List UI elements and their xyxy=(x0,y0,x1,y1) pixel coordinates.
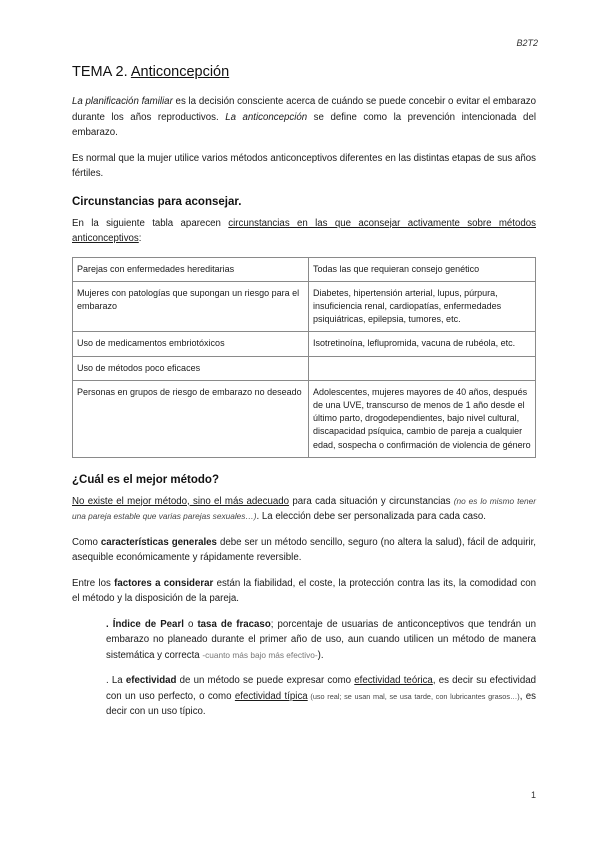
eff-theoretical: efectividad teórica xyxy=(354,675,433,687)
eff-text: . La xyxy=(106,675,126,687)
pearl-bold: . Índice de Pearl xyxy=(106,618,184,630)
lead-text: En la siguiente tabla aparecen xyxy=(72,217,229,229)
eff-text-3: , es decir su efectividad con un uso perfecto, o como xyxy=(106,675,536,702)
section-heading-circunstancias: Circunstancias para aconsejar. xyxy=(72,195,242,208)
table-row xyxy=(73,356,536,380)
table-cell-right xyxy=(309,356,536,380)
best-method-paragraph xyxy=(72,494,536,525)
pearl-text: o xyxy=(183,618,198,630)
circumstances-table xyxy=(72,257,536,458)
eff-text-2: de un método se puede expresar como xyxy=(176,675,355,687)
header-code: B2T2 xyxy=(516,38,538,48)
table-row xyxy=(73,281,536,332)
general-characteristics-paragraph xyxy=(72,535,536,566)
table-cell-left: Uso de métodos poco eficaces xyxy=(73,356,309,380)
table-cell-left: Mujeres con patologías que supongan un riesgo para el embarazo xyxy=(73,281,309,332)
gc-text: Como xyxy=(72,536,101,548)
pearl-note: -cuanto más bajo más efectivo- xyxy=(202,649,318,660)
eff-note: (uso real; se usan mal, se usa tarde, con lubricantes grasos…) xyxy=(307,691,520,701)
eff-bold: efectividad xyxy=(125,675,177,687)
pearl-index-item xyxy=(72,617,536,664)
page-content xyxy=(72,64,536,730)
best-method-aside: (no es lo mismo tener una pareja estable que varias parejas sexuales…) xyxy=(72,495,536,522)
term-planificacion: La planificación familiar xyxy=(72,96,173,107)
table-row xyxy=(73,380,536,457)
eff-text-4: , es decir con un uso típico. xyxy=(106,690,537,718)
table-cell-right: Isotretinoína, leflupromida, vacuna de rubéola, etc. xyxy=(309,332,536,356)
pearl-text-2: ; porcentaje de usuarias de anticonceptivos que tendrán un embarazo no planeado durante el primer año de uso, aun cuando utilicen un método de manera sistemática y correcta xyxy=(106,618,536,661)
page-number: 1 xyxy=(530,790,536,800)
table-row xyxy=(73,332,536,356)
gc-bold: características generales xyxy=(100,536,217,548)
table-cell-right: Todas las que requieran consejo genético xyxy=(309,257,536,281)
factors-text: Entre los xyxy=(72,577,115,589)
table-lead xyxy=(72,216,536,247)
failure-rate-bold: tasa de fracaso xyxy=(197,618,271,630)
table-cell-left: Parejas con enfermedades hereditarias xyxy=(73,257,309,281)
eff-typical: efectividad típica xyxy=(234,690,308,702)
title-prefix: TEMA 2. xyxy=(72,64,128,80)
best-method-text: para cada situación y circunstancias xyxy=(289,495,454,507)
effectiveness-item xyxy=(72,673,536,720)
factors-text-2: están la fiabilidad, el coste, la protección contra las its, la comodidad con el método y la disposición de la pareja. xyxy=(72,577,536,605)
intro-paragraph-1 xyxy=(72,94,536,141)
section-heading-mejor-metodo: ¿Cuál es el mejor método? xyxy=(72,473,219,486)
page-title xyxy=(72,64,536,80)
intro-text-1: es la decisión consciente acerca de cuándo se puede concebir o evitar el embarazo durante los años reproductivos. xyxy=(72,96,536,123)
term-anticoncepcion: La anticoncepción xyxy=(225,111,308,123)
pearl-text-3: ). xyxy=(317,649,324,661)
lead-colon: : xyxy=(138,233,142,244)
lead-underlined: circunstancias en las que aconsejar activamente sobre métodos anticonceptivos xyxy=(72,217,536,244)
factors-paragraph xyxy=(72,576,536,607)
table-cell-right: Diabetes, hipertensión arterial, lupus, púrpura, insuficiencia renal, cardiopatías, enfermedades psiquiátricas, epilepsia, tumores, etc. xyxy=(309,281,536,332)
intro-paragraph-2: Es normal que la mujer utilice varios métodos anticonceptivos diferentes en las distintas etapas de sus años fértiles. xyxy=(72,152,536,179)
table-cell-left: Personas en grupos de riesgo de embarazo no deseado xyxy=(73,380,309,457)
table-cell-left: Uso de medicamentos embriotóxicos xyxy=(73,332,309,356)
best-method-text-2: . La elección debe ser personalizada para cada caso. xyxy=(256,511,486,523)
table-cell-right: Adolescentes, mujeres mayores de 40 años, después de una UVE, transcurso de menos de 1 año desde el último parto, drogodependientes, bajo nivel cultural, discapacidad psíquica, cambio de pareja a cualquier edad, sospecha o confirmación de violencia de género xyxy=(309,380,536,457)
title-main: Anticoncepción xyxy=(130,64,230,80)
intro-text-2: se define como la prevención intencionada del embarazo. xyxy=(72,111,536,138)
table-row xyxy=(73,257,536,281)
gc-text-2: debe ser un método sencillo, seguro (no altera la salud), fácil de adquirir, asequible económicamente y rápidamente reversible. xyxy=(72,536,536,564)
best-method-underlined: No existe el mejor método, sino el más adecuado xyxy=(72,495,290,507)
factors-bold: factores a considerar xyxy=(114,577,214,589)
